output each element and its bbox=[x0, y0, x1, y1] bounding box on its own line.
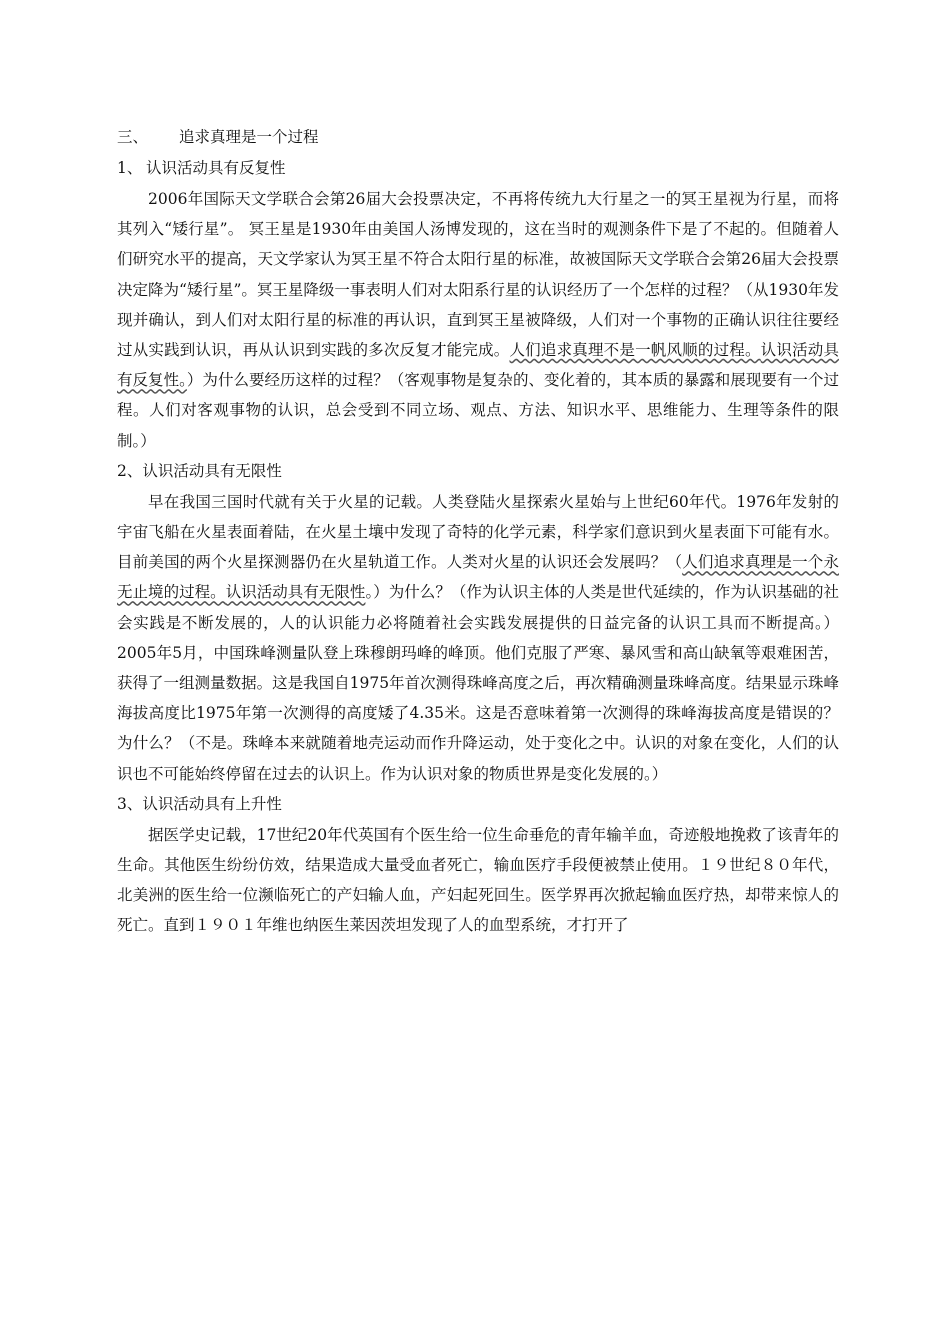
underlined-conclusion-3: 人们追求真理是一个永无止境的过程。 bbox=[117, 553, 839, 602]
paragraph-pluto-text-b: ）为什么要经历这样的过程？（客观事物是复杂的、变化着的，其本质的暴露和展现要有一个过程。人们对客观事物的认识，总会受到不同立场、观点、方法、知识水平、思维能力、生理等条件的限制。） bbox=[117, 371, 839, 450]
subsection-number-1: 1、 bbox=[117, 159, 143, 177]
paragraph-mars-text-a: 早在我国三国时代就有关于火星的记载。人类登陆火星探索火星始与上世纪60年代。1976年发射的宇宙飞船在火星表面着陆，在火星土壤中发现了奇特的化学元素，科学家们意识到火星表面下可能有水。目前美国的两个火星探测器仍在火星轨道工作。人类对火星的认识还会发展吗？（ bbox=[117, 492, 839, 572]
underlined-conclusion-1: 人们追求真理不是一帆风顺的过程。 bbox=[509, 341, 761, 360]
underlined-conclusion-4: 认识活动具有无限性 bbox=[225, 583, 366, 602]
section-heading bbox=[117, 122, 839, 153]
subsection-heading-1 bbox=[117, 153, 839, 184]
underlined-conclusion-2: 认识活动具有反复性。 bbox=[117, 341, 839, 390]
paragraph-pluto-text-a: 2006年国际天文学联合会第26届大会投票决定，不再将传统九大行星之一的冥王星视为行星，而将其列入“矮行星”。 冥王星是1930年由美国人汤博发现的，这在当时的观测条件下是了不起的。但随着人们研究水平的提高，天文学家认为冥王星不符合太阳行星的标准，故被国际天文学联合会第26届大会投票决定降为“矮行星”。冥王星降级一事表明人们对太阳系行星的认识经历了一个怎样的过程？（从1930年发现并确认，到人们对太阳行星的标准的再认识，直到冥王星被降级，人们对一个事物的正确认识往往要经过从实践到认识，再从认识到实践的多次反复才能完成。 bbox=[117, 190, 839, 360]
subsection-title-1: 认识活动具有反复性 bbox=[146, 159, 286, 177]
paragraph-mars-everest bbox=[117, 487, 839, 789]
section-number: 三、 bbox=[117, 128, 149, 146]
paragraph-blood-transfusion: 据医学史记载，17世纪20年代英国有个医生给一位生命垂危的青年输羊血，奇迹般地挽救了该青年的生命。其他医生纷纷仿效，结果造成大量受血者死亡，输血医疗手段便被禁止使用。１９世纪８０年代，北美洲的医生给一位濒临死亡的产妇输人血，产妇起死回生。医学界再次掀起输血医疗热，却带来惊人的死亡。直到１９０１年维也纳医生莱因茨坦发现了人的血型系统，才打开了 bbox=[117, 825, 839, 935]
subsection-heading-2 bbox=[117, 456, 839, 487]
paragraph-pluto bbox=[117, 184, 839, 456]
subsection-number-2: 2、 bbox=[117, 461, 143, 480]
section-title: 追求真理是一个过程 bbox=[179, 128, 319, 146]
subsection-title-2: 认识活动具有无限性 bbox=[142, 461, 282, 480]
subsection-heading-3 bbox=[117, 789, 839, 820]
subsection-number-3: 3、 bbox=[117, 794, 143, 813]
paragraph-mars-text-b: 。）为什么？（作为认识主体的人类是世代延续的，作为认识基础的社会实践是不断发展的，人的认识能力必将随着社会实践发展提供的日益完备的认识工具而不断提高。）2005年5月，中国珠峰测量队登上珠穆朗玛峰的峰顶。他们克服了严寒、暴风雪和高山缺氧等艰难困苦，获得了一组测量数据。这是我国自1975年首次测得珠峰高度之后，再次精确测量珠峰高度。结果显示珠峰海拔高度比1975年第一次测得的高度矮了4.35米。这是否意味着第一次测得的珠峰海拔高度是错误的？为什么？（不是。珠峰本来就随着地壳运动而作升降运动，处于变化之中。认识的对象在变化，人们的认识也不可能始终停留在过去的认识上。作为认识对象的物质世界是变化发展的。） bbox=[117, 583, 839, 783]
subsection-title-3: 认识活动具有上升性 bbox=[142, 794, 282, 813]
document-page bbox=[117, 122, 839, 941]
